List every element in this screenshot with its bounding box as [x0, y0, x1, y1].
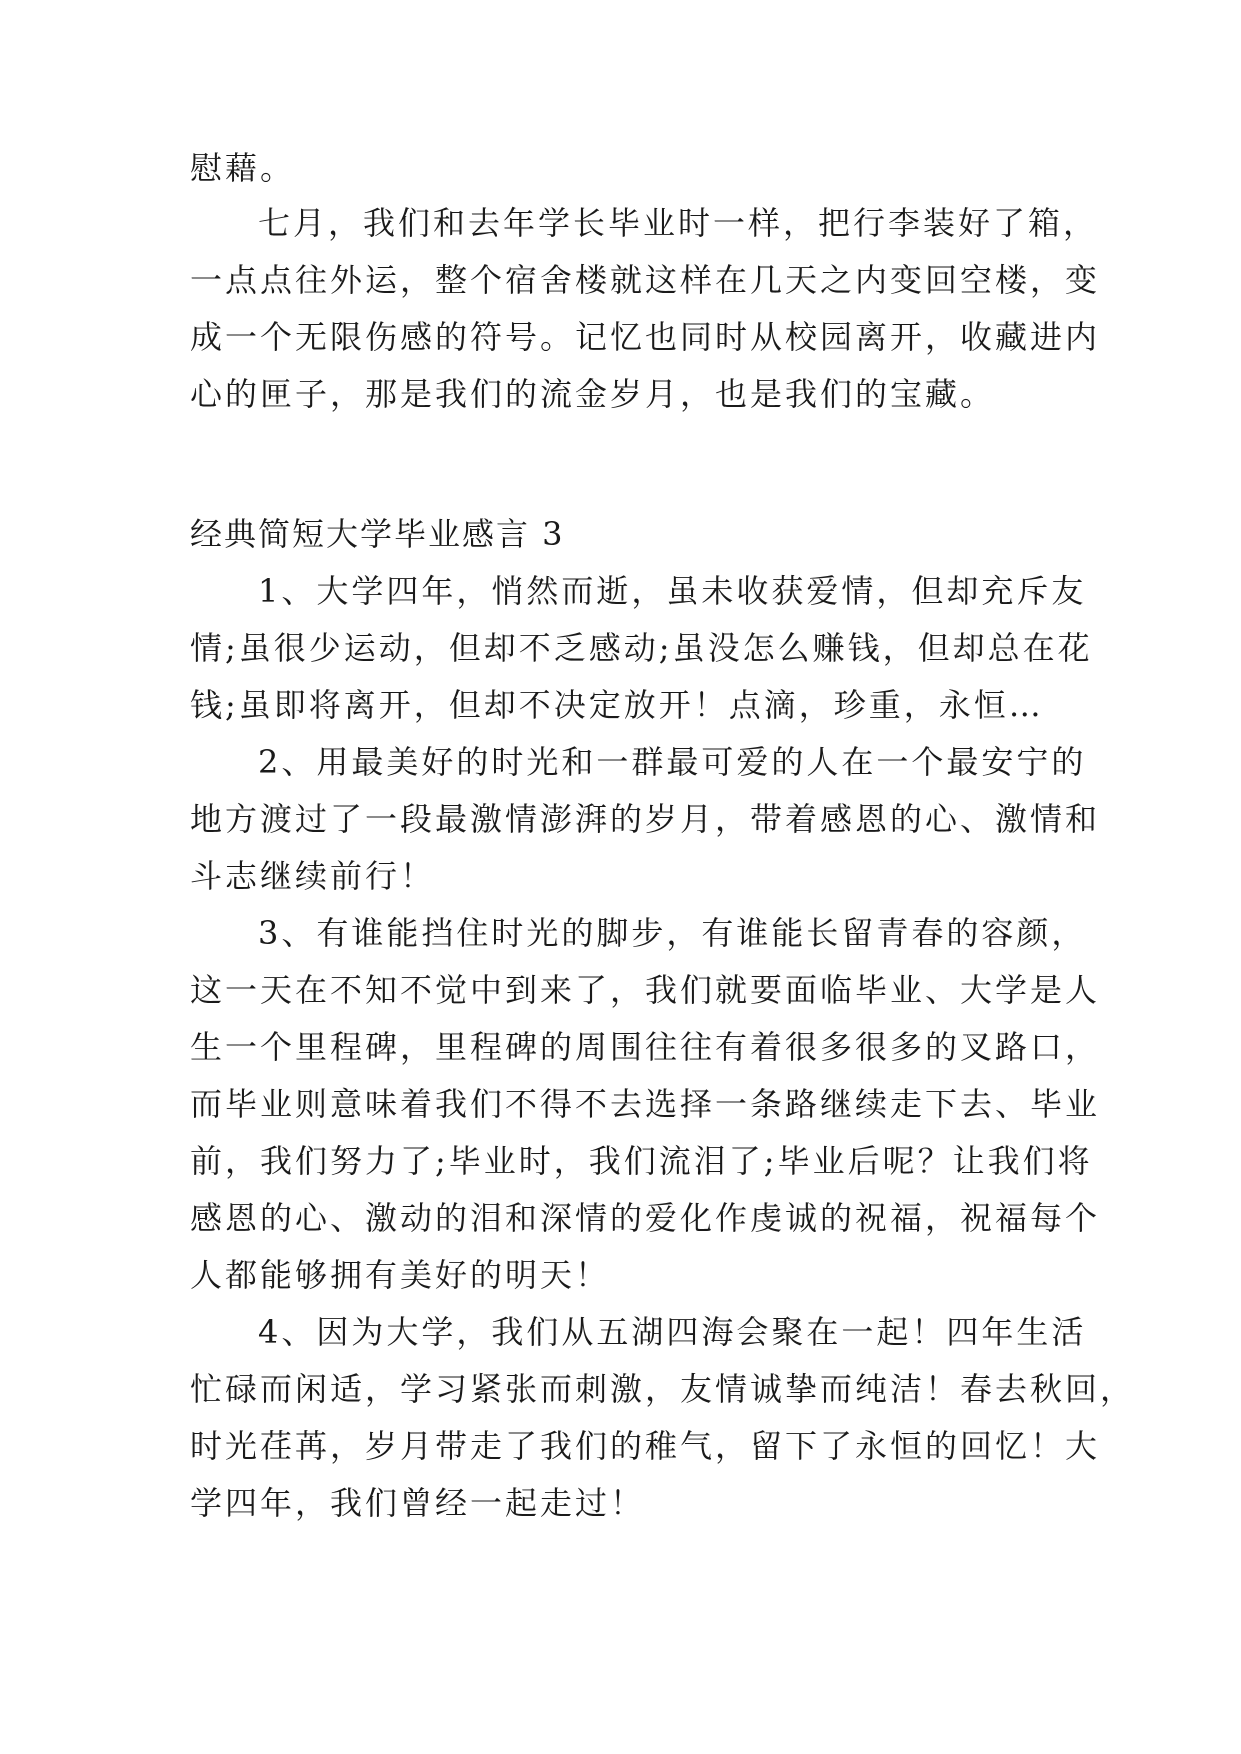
- item-3-line: 感恩的心、激动的泪和深情的爱化作虔诚的祝福，祝福每个: [190, 1199, 1101, 1237]
- item-1-line: 钱;虽即将离开，但却不决定放开！点滴，珍重，永恒…: [190, 686, 1044, 724]
- item-3-line: 前，我们努力了;毕业时，我们流泪了;毕业后呢？让我们将: [190, 1142, 1093, 1180]
- item-2-line: 2、用最美好的时光和一群最可爱的人在一个最安宁的: [258, 743, 1087, 781]
- item-3-line: 这一天在不知不觉中到来了，我们就要面临毕业、大学是人: [190, 971, 1101, 1009]
- item-3-line: 3、有谁能挡住时光的脚步，有谁能长留青春的容颜，: [258, 914, 1087, 952]
- section-title: 经典简短大学毕业感言 3: [190, 515, 565, 553]
- item-3-line: 人都能够拥有美好的明天！: [190, 1256, 611, 1294]
- item-4-line: 4、因为大学，我们从五湖四海会聚在一起！四年生活: [258, 1313, 1087, 1351]
- paragraph-july-line: 心的匣子，那是我们的流金岁月，也是我们的宝藏。: [190, 375, 996, 413]
- paragraph-july-line: 七月，我们和去年学长毕业时一样，把行李装好了箱，: [258, 204, 1099, 242]
- paragraph-july-line: 一点点往外运，整个宿舍楼就这样在几天之内变回空楼，变: [190, 261, 1101, 299]
- item-4-line: 忙碌而闲适，学习紧张而刺激，友情诚挚而纯洁！春去秋回，: [190, 1370, 1136, 1408]
- intro-tail-text: 慰藉。: [190, 149, 296, 187]
- item-4-line: 学四年，我们曾经一起走过！: [190, 1484, 646, 1522]
- item-2-line: 斗志继续前行！: [190, 857, 436, 895]
- item-3-line: 生一个里程碑，里程碑的周围往往有着很多很多的叉路口，: [190, 1028, 1101, 1066]
- item-4-line: 时光荏苒，岁月带走了我们的稚气，留下了永恒的回忆！大: [190, 1427, 1101, 1465]
- paragraph-july-line: 成一个无限伤感的符号。记忆也同时从校园离开，收藏进内: [190, 318, 1101, 356]
- item-1-line: 情;虽很少运动，但却不乏感动;虽没怎么赚钱，但却总在花: [190, 629, 1093, 667]
- item-2-line: 地方渡过了一段最激情澎湃的岁月，带着感恩的心、激情和: [190, 800, 1101, 838]
- item-1-line: 1、大学四年，悄然而逝，虽未收获爱情，但却充斥友: [258, 572, 1087, 610]
- item-3-line: 而毕业则意味着我们不得不去选择一条路继续走下去、毕业: [190, 1085, 1101, 1123]
